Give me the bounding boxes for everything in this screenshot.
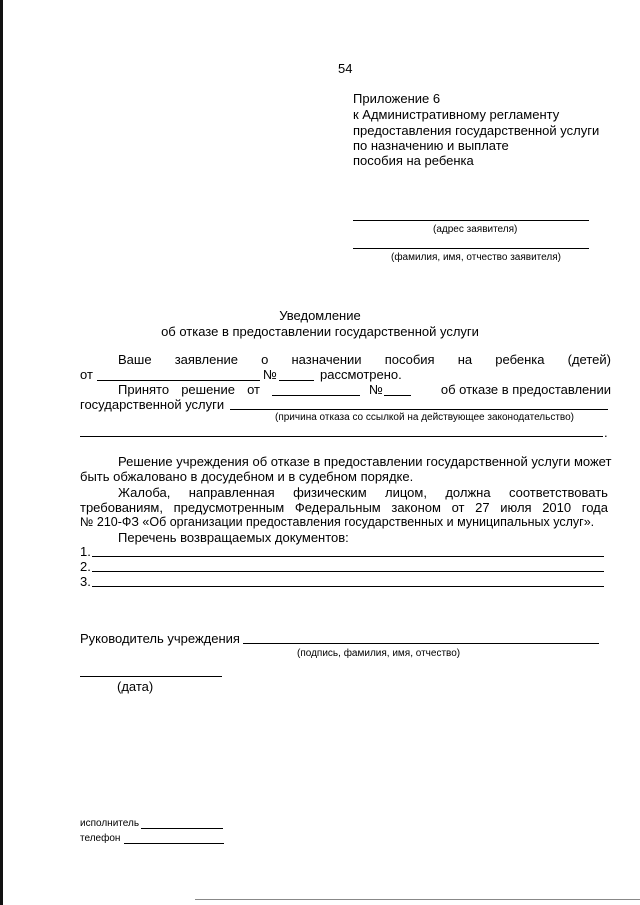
word: пособия [384, 352, 435, 367]
phone-label: телефон [80, 833, 121, 844]
executor-label: исполнитель [80, 818, 140, 829]
word: года [581, 500, 608, 515]
reason-caption: (причина отказа со ссылкой на действующее законодательство) [275, 412, 575, 423]
word: законом [391, 500, 441, 515]
scan-edge [0, 0, 3, 905]
decision-words [118, 382, 260, 397]
complaint-line-3: № 210-ФЗ «Об организации предоставления государственных и муниципальных услуг». [80, 515, 595, 529]
head-label: Руководитель учреждения [80, 631, 240, 646]
date-caption: (дата) [117, 679, 154, 694]
applicant-address-caption: (адрес заявителя) [433, 224, 518, 235]
word: на [457, 352, 473, 367]
decision-date-field[interactable] [272, 395, 360, 396]
word: решение [181, 382, 235, 397]
applicant-name-caption: (фамилия, имя, отчество заявителя) [391, 252, 561, 263]
application-date-field[interactable] [97, 380, 260, 381]
appendix-line-3: предоставления государственной услуги [353, 123, 600, 138]
reason-period: . [604, 425, 608, 440]
applicant-name-line[interactable] [353, 248, 589, 249]
appeal-line-1: Решение учреждения об отказе в предоставлении государственной услуги может [118, 454, 612, 469]
decision-tail: об отказе в предоставлении [440, 382, 611, 397]
decision-number-label: № [369, 382, 383, 397]
word: соответствовать [508, 485, 608, 500]
application-from-label: от [80, 367, 93, 382]
word: Ваше [118, 352, 152, 367]
word: ребенка [495, 352, 545, 367]
complaint-line-1 [118, 485, 608, 500]
doc-item-2-number: 2. [80, 559, 91, 574]
word: о [261, 352, 269, 367]
word: (детей) [567, 352, 611, 367]
word: требованиям, [80, 500, 163, 515]
page-number: 54 [338, 61, 353, 76]
application-number-label: № [263, 367, 277, 382]
word: направленная [188, 485, 275, 500]
scan-bottom-edge [195, 899, 640, 900]
phone-field[interactable] [124, 843, 224, 844]
word: 2010 [542, 500, 572, 515]
applicant-address-line[interactable] [353, 220, 589, 221]
word: Жалоба, [118, 485, 171, 500]
notice-subtitle: об отказе в предоставлении государственной услуги [161, 324, 479, 339]
word: Федеральным [294, 500, 381, 515]
executor-field[interactable] [141, 828, 223, 829]
appendix-line-4: по назначению и выплате [353, 138, 509, 153]
complaint-line-2 [80, 500, 608, 515]
reason-field-2[interactable] [80, 436, 603, 437]
docs-heading: Перечень возвращаемых документов: [118, 530, 349, 545]
word: лицом, [385, 485, 427, 500]
word: предусмотренным [173, 500, 285, 515]
word: должна [445, 485, 491, 500]
appendix-line-2: к Административному регламенту [353, 107, 560, 122]
doc-item-3-field[interactable] [92, 586, 604, 587]
word: физическим [293, 485, 367, 500]
word: от [247, 382, 260, 397]
head-signature-caption: (подпись, фамилия, имя, отчество) [297, 648, 461, 659]
doc-item-2-field[interactable] [92, 571, 604, 572]
notice-title: Уведомление [279, 308, 361, 323]
appendix-line-1: Приложение 6 [353, 91, 441, 106]
reviewed-text: рассмотрено. [320, 367, 402, 382]
decision-line-2: государственной услуги [80, 397, 225, 412]
word: 27 [475, 500, 490, 515]
head-signature-field[interactable] [243, 643, 599, 644]
appeal-line-2: быть обжаловано в досудебном и в судебном порядке. [80, 469, 414, 484]
application-number-field[interactable] [279, 380, 314, 381]
word: заявление [174, 352, 239, 367]
doc-item-3-number: 3. [80, 574, 91, 589]
appendix-line-5: пособия на ребенка [353, 153, 474, 168]
word: Принято [118, 382, 170, 397]
paragraph-1-line-1 [118, 352, 611, 367]
date-field[interactable] [80, 676, 222, 677]
word: назначении [291, 352, 362, 367]
word: июля [500, 500, 532, 515]
doc-item-1-field[interactable] [92, 556, 604, 557]
decision-number-field[interactable] [384, 395, 411, 396]
word: от [451, 500, 465, 515]
reason-field-1[interactable] [230, 409, 608, 410]
doc-item-1-number: 1. [80, 544, 91, 559]
